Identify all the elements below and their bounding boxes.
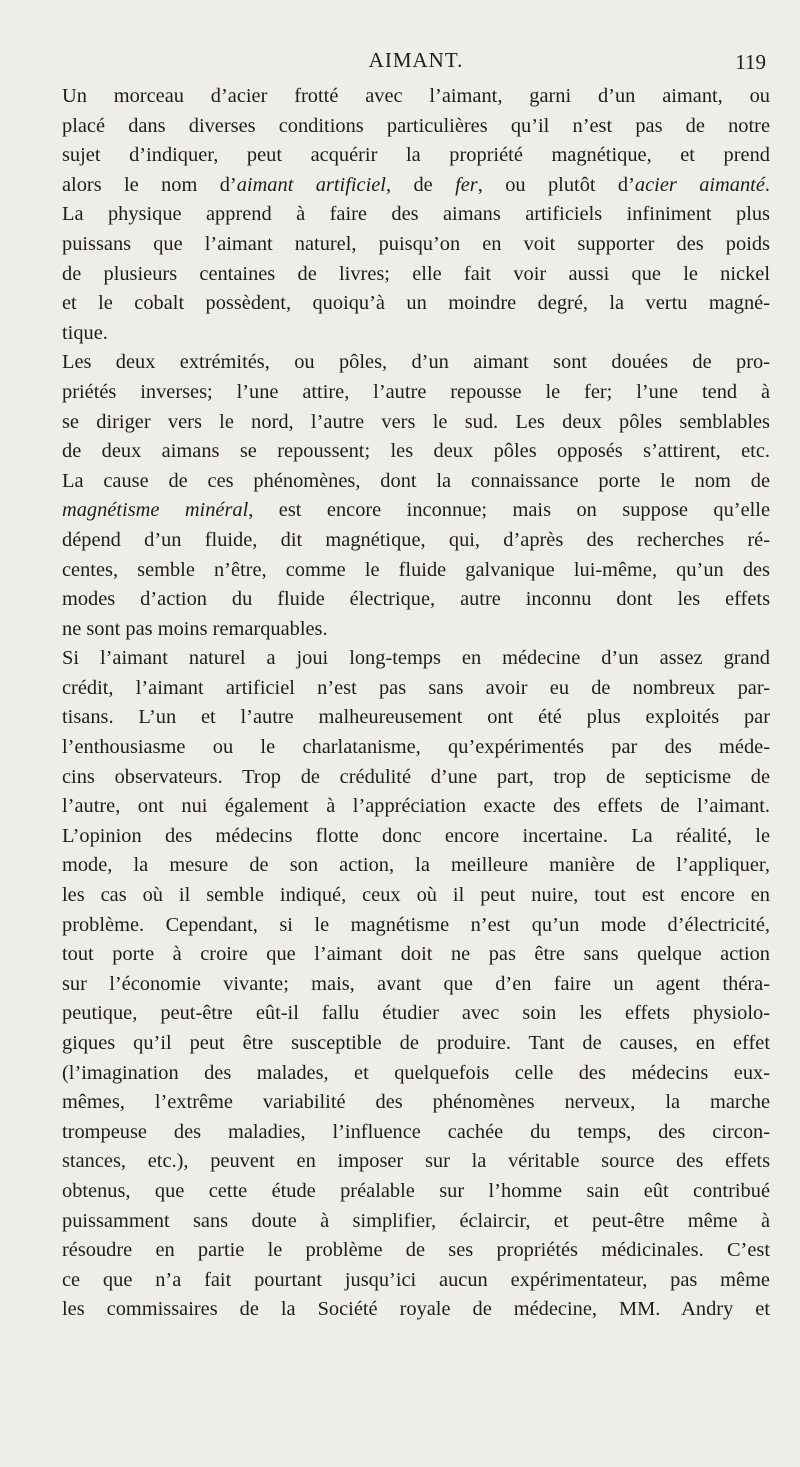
text-segment: (l’imagination des malades, et quelquefois celle des médecins eux- [62, 1061, 770, 1084]
text-line [62, 348, 770, 378]
text-line [62, 1088, 770, 1118]
text-segment: tique. [62, 321, 108, 344]
text-segment: stances, etc.), peuvent en imposer sur la véritable source des effets [62, 1150, 770, 1173]
text-segment: , est encore inconnue; mais on suppose qu’elle [248, 499, 771, 522]
text-segment: placé dans diverses conditions particulières qu’il n’est pas de notre [62, 114, 770, 137]
text-segment: . [764, 173, 770, 196]
text-segment: La physique apprend à faire des aimans artificiels infiniment plus [62, 203, 770, 226]
text-segment: peutique, peut-être eût-il fallu étudier avec soin les effets physiolo- [62, 1002, 770, 1025]
text-line [62, 1266, 770, 1296]
text-line [62, 200, 770, 230]
text-line [62, 881, 770, 911]
text-segment: cins observateurs. Trop de crédulité d’une part, trop de septicisme de [62, 765, 770, 788]
text-line [62, 141, 770, 171]
text-line [62, 911, 770, 941]
italic-text-segment: acier aimanté [634, 173, 765, 196]
text-line [62, 526, 770, 556]
text-segment: sur l’économie vivante; mais, avant que d’en faire un agent théra- [62, 972, 770, 995]
text-line [62, 112, 770, 142]
text-segment: ne sont pas moins remarquables. [62, 617, 328, 640]
text-segment: giques qu’il peut être susceptible de produire. Tant de causes, en effet [62, 1032, 770, 1054]
text-segment: tisans. L’un et l’autre malheureusement ont été plus exploités par [62, 706, 770, 729]
text-segment: La cause de ces phénomènes, dont la connaissance porte le nom de [62, 469, 770, 492]
text-segment: les cas où il semble indiqué, ceux où il peut nuire, tout est encore en [62, 884, 770, 907]
italic-text-segment: aimant artificiel [236, 173, 386, 196]
text-segment: alors le nom d’ [62, 173, 237, 196]
paragraph [62, 348, 770, 644]
text-line [62, 171, 770, 201]
text-line [62, 467, 770, 497]
text-line [62, 763, 770, 793]
text-line [62, 940, 770, 970]
text-line [62, 1118, 770, 1148]
text-line [62, 82, 770, 112]
text-segment: Les deux extrémités, ou pôles, d’un aimant sont douées de pro- [62, 351, 770, 374]
text-line [62, 437, 770, 467]
text-line [62, 496, 770, 526]
text-line [62, 1177, 770, 1207]
text-segment: l’enthousiasme ou le charlatanisme, qu’expérimentés par des méde- [62, 736, 770, 759]
text-line [62, 1207, 770, 1237]
text-segment: L’opinion des médecins flotte donc encore incertaine. La réalité, le [62, 824, 770, 847]
text-line [62, 674, 770, 704]
text-segment: sujet d’indiquer, peut acquérir la propriété magnétique, et prend [62, 144, 770, 167]
text-line [62, 1295, 770, 1325]
text-segment: et le cobalt possèdent, quoiqu’à un moindre degré, la vertu magné- [62, 292, 770, 315]
text-segment: centes, semble n’être, comme le fluide galvanique lui-même, qu’un des [62, 558, 770, 581]
text-segment: puissamment sans doute à simplifier, éclaircir, et peut-être même à [62, 1209, 770, 1232]
text-line [62, 615, 770, 645]
text-segment: se diriger vers le nord, l’autre vers le sud. Les deux pôles semblables [62, 410, 770, 433]
italic-text-segment: magnétisme minéral [62, 499, 249, 522]
paragraph [62, 82, 770, 348]
page-title: AIMANT. [368, 48, 464, 72]
text-line [62, 1236, 770, 1266]
text-line [62, 644, 770, 674]
text-line [62, 733, 770, 763]
text-line [62, 319, 770, 349]
text-line [62, 230, 770, 260]
text-line [62, 1147, 770, 1177]
text-line [62, 289, 770, 319]
text-line [62, 999, 770, 1029]
text-line [62, 703, 770, 733]
text-line [62, 378, 770, 408]
text-segment: ce que n’a fait pourtant jusqu’ici aucun expérimentateur, pas même [62, 1268, 770, 1291]
text-line [62, 822, 770, 852]
text-segment: , de [385, 173, 456, 196]
text-segment: priétés inverses; l’une attire, l’autre repousse le fer; l’une tend à [62, 380, 770, 403]
text-segment: Si l’aimant naturel a joui long-temps en médecine d’un assez grand [62, 647, 770, 670]
text-line [62, 851, 770, 881]
text-segment: l’autre, ont nui également à l’appréciation exacte des effets de l’aimant. [62, 795, 770, 818]
text-segment: résoudre en partie le problème de ses propriétés médicinales. C’est [62, 1239, 770, 1262]
text-segment: , ou plutôt d’ [477, 173, 635, 196]
text-segment: trompeuse des maladies, l’influence cachée du temps, des circon- [62, 1120, 770, 1143]
text-segment: obtenus, que cette étude préalable sur l’homme sain eût contribué [62, 1179, 770, 1202]
text-segment: mode, la mesure de son action, la meilleure manière de l’appliquer, [62, 854, 770, 877]
text-line [62, 1059, 770, 1089]
text-line [62, 408, 770, 438]
text-line [62, 556, 770, 586]
text-segment: problème. Cependant, si le magnétisme n’est qu’un mode d’électricité, [62, 913, 770, 936]
text-line [62, 792, 770, 822]
paragraph [62, 644, 770, 1325]
running-head [62, 44, 770, 82]
text-line [62, 585, 770, 615]
italic-text-segment: fer [455, 173, 478, 196]
text-line [62, 260, 770, 290]
text-segment: Un morceau d’acier frotté avec l’aimant, garni d’un aimant, ou [62, 85, 770, 107]
page-number: 119 [735, 50, 766, 74]
text-segment: de plusieurs centaines de livres; elle fait voir aussi que le nickel [62, 262, 770, 285]
text-line [62, 970, 770, 1000]
text-segment: dépend d’un fluide, dit magnétique, qui, d’après des recherches ré- [62, 528, 770, 551]
text-segment: crédit, l’aimant artificiel n’est pas sans avoir eu de nombreux par- [62, 676, 770, 699]
body-text [62, 82, 770, 1325]
text-segment: tout porte à croire que l’aimant doit ne pas être sans quelque action [62, 943, 770, 966]
text-segment: puissans que l’aimant naturel, puisqu’on en voit supporter des poids [62, 232, 770, 255]
text-line [62, 1029, 770, 1059]
text-segment: modes d’action du fluide électrique, autre inconnu dont les effets [62, 588, 770, 611]
text-segment: mêmes, l’extrême variabilité des phénomènes nerveux, la marche [62, 1091, 770, 1114]
text-segment: les commissaires de la Société royale de médecine, MM. Andry et [62, 1298, 770, 1321]
text-segment: de deux aimans se repoussent; les deux pôles opposés s’attirent, etc. [62, 440, 770, 463]
